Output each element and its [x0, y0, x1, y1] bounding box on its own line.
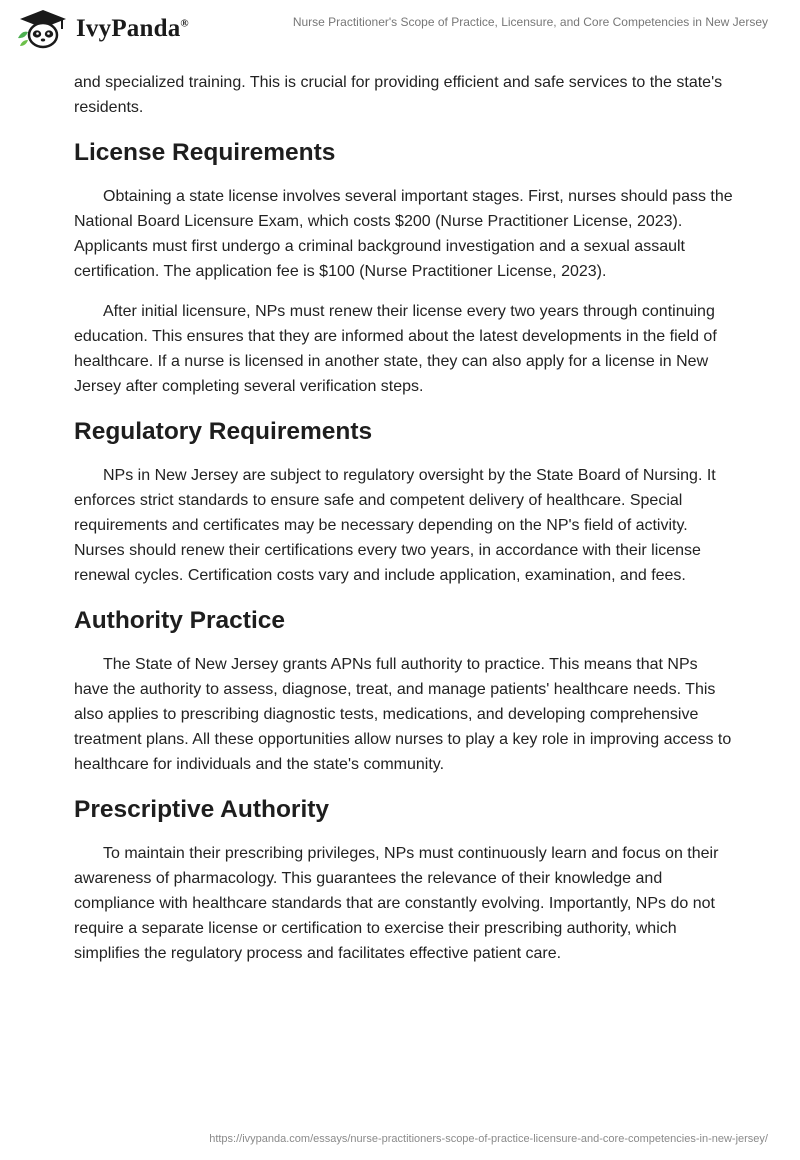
- paragraph: Obtaining a state license involves several important stages. First, nurses should pass the National Board Licensure Exam, which costs $200 (Nurse Practitioner License, 2023). Applicants must first undergo a criminal background investigation and a sexual assault certification. The application fee is $100 (Nurse Practitioner License, 2023).: [74, 188, 733, 280]
- paragraph: NPs in New Jersey are subject to regulatory oversight by the State Board of Nursing. It enforces strict standards to ensure safe and competent delivery of healthcare. Special requirements and certificates may be necessary depending on the NP's field of activity. Nurses should renew their certifications every two years, in accordance with their license renewal cycles. Certification costs vary and include application, examination, and fees.: [74, 467, 716, 584]
- source-url[interactable]: https://ivypanda.com/essays/nurse-practitioners-scope-of-practice-licensure-and-core-competencies-in-new-jersey/: [209, 1133, 768, 1145]
- section-heading-authority: Authority Practice: [74, 607, 286, 634]
- ivypanda-logo[interactable]: [14, 8, 189, 50]
- panda-graduate-icon: [14, 8, 72, 50]
- section-heading-regulatory: Regulatory Requirements: [74, 418, 373, 445]
- document-title: Nurse Practitioner's Scope of Practice, Licensure, and Core Competencies in New Jersey: [292, 15, 768, 29]
- intro-paragraph: and specialized training. This is crucial for providing efficient and safe services to the state's residents.: [74, 74, 723, 116]
- paragraph: After initial licensure, NPs must renew their license every two years through continuing education. This ensures that they are informed about the latest developments in the field of healthcare. If a nurse is licensed in another state, they can also apply for a license in New Jersey after completing several verification steps.: [74, 303, 717, 395]
- paragraph: To maintain their prescribing privileges, NPs must continuously learn and focus on their awareness of pharmacology. This guarantees the relevance of their knowledge and compliance with healthcare standards that are constantly evolving. Importantly, NPs do not require a separate license or certification to exercise their prescribing authority, which simplifies the regulatory process and facilitates effective patient care.: [74, 845, 719, 962]
- section-heading-prescriptive: Prescriptive Authority: [74, 796, 330, 823]
- brand-name: IvyPanda®: [76, 15, 189, 42]
- essay-body: [74, 70, 734, 981]
- section-heading-license: License Requirements: [74, 139, 336, 166]
- paragraph: The State of New Jersey grants APNs full authority to practice. This means that NPs have the authority to assess, diagnose, treat, and manage patients' healthcare needs. This also applies to prescribing diagnostic tests, medications, and developing comprehensive treatment plans. All these opportunities allow nurses to play a key role in improving access to healthcare for individuals and the state's community.: [74, 656, 732, 773]
- page-header: [0, 0, 800, 62]
